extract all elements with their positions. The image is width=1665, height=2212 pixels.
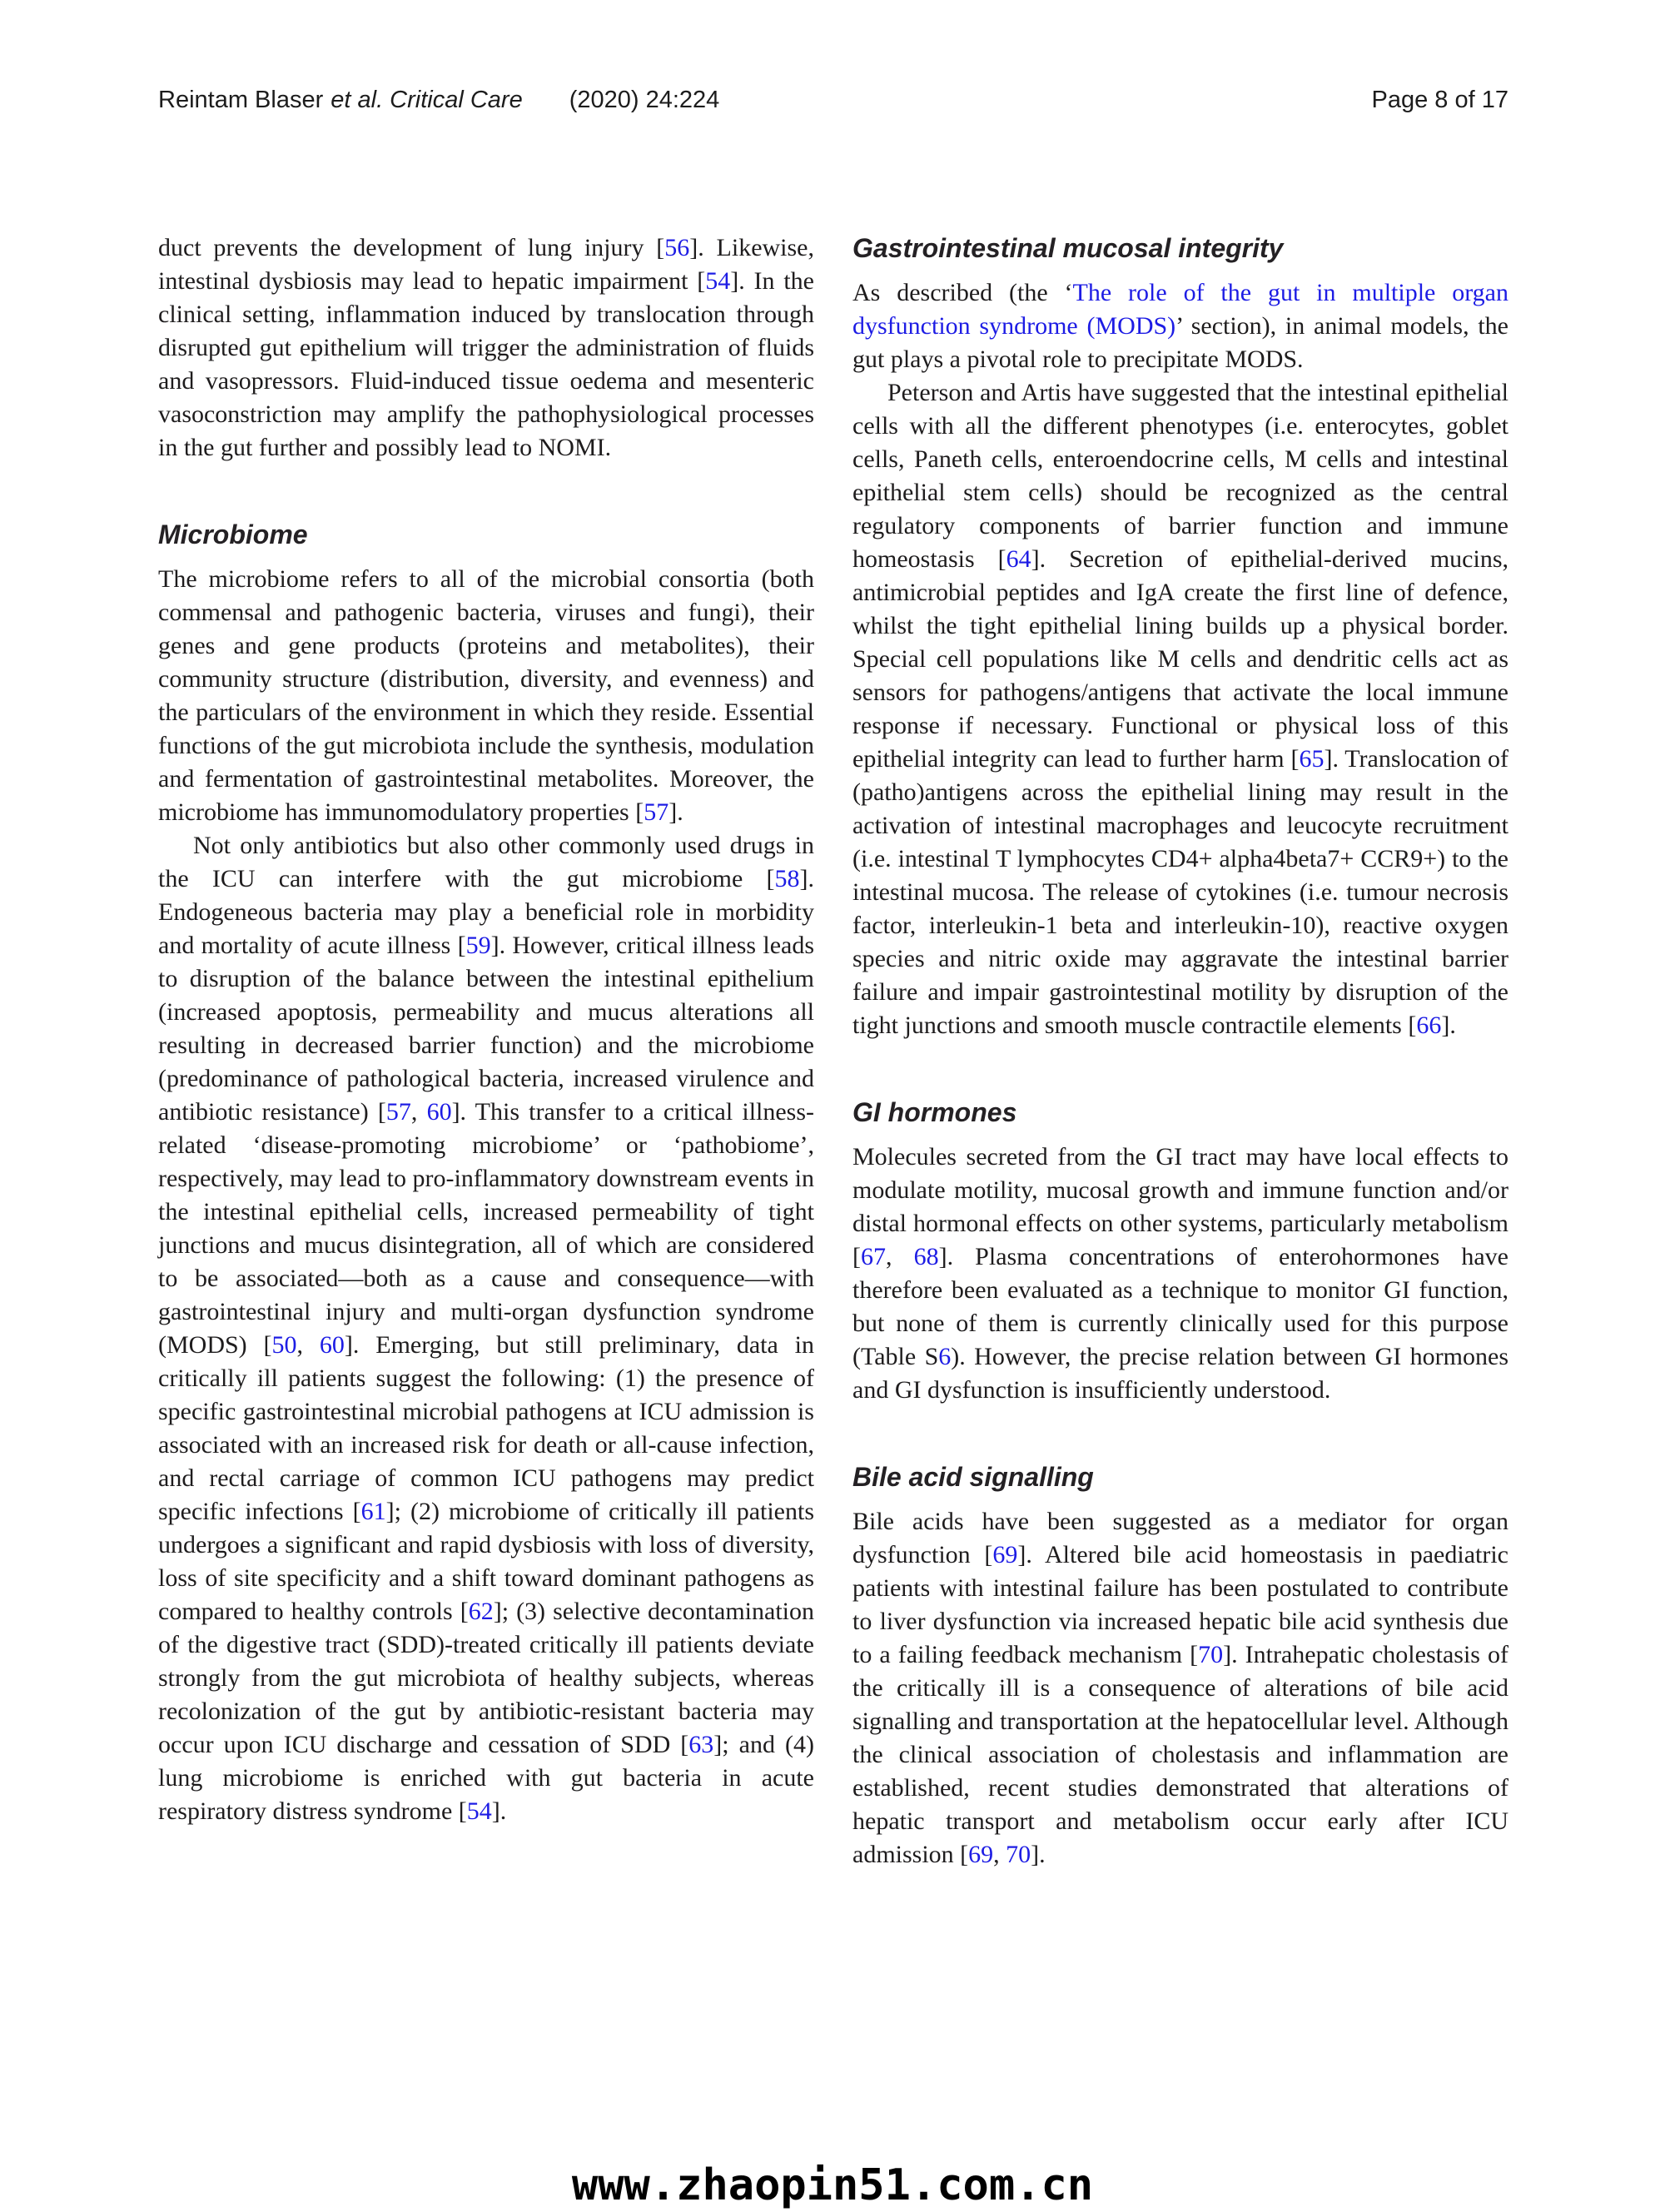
text-run: ). However, the precise relation between GI hormones and GI dysfunction is insufficiently understood. [852, 1343, 1508, 1404]
text-run: ]; (2) microbiome of critically ill patients undergoes a significant and rapid dysbiosis with loss of diversity, loss of site specificity and a shift toward dominant pathogens as compared to healthy controls [ [158, 1498, 814, 1625]
citation-link[interactable]: 69 [992, 1541, 1018, 1568]
text-run: ]. Emerging, but still preliminary, data in critically ill patients suggest the following: (1) the presence of specific gastrointestinal microbial pathogens at ICU admission is associated with an increased risk for death or all-cause infection, and rectal carriage of common ICU pathogens may predict specific infections [ [158, 1331, 814, 1525]
citation-link[interactable]: 70 [1006, 1841, 1031, 1868]
citation-link[interactable]: 56 [664, 234, 690, 261]
text-run: ’ section), in animal models, the gut plays a pivotal role to precipitate MODS. [852, 312, 1508, 373]
citation-link[interactable]: 59 [465, 932, 491, 959]
text-run: ]; and (4) lung microbiome is enriched with gut bacteria in acute respiratory distress syndrome [ [158, 1731, 814, 1825]
citation-link[interactable]: 67 [861, 1243, 886, 1270]
paragraph [158, 231, 814, 465]
page-number: Page 8 of 17 [1371, 87, 1508, 113]
citation-link[interactable]: 66 [1416, 1012, 1442, 1039]
text-run: ]. Translocation of (patho)antigens across the epithelial lining may result in the activation of intestinal macrophages and leucocyte recruitment (i.e. intestinal T lymphocytes CD4+ alpha4beta7+ CCR9+) to the intestinal mucosa. The release of cytokines (i.e. tumour necrosis factor, interleukin-1 beta and interleukin-10), reactive oxygen species and nitric oxide may aggravate the intestinal barrier failure and impair gastrointestinal motility by disruption of the tight junctions and smooth muscle contractile elements [ [852, 745, 1509, 1039]
text-run: ]. [1031, 1841, 1046, 1868]
text-run: ]. [1441, 1012, 1456, 1039]
paragraph [852, 1505, 1508, 1872]
citation-link[interactable]: 57 [644, 798, 669, 826]
citation-link[interactable]: 68 [913, 1243, 939, 1270]
citation-link[interactable]: 58 [774, 865, 800, 892]
article-body [158, 231, 1508, 1872]
text-run: Bile acids have been suggested as a mediator for organ dysfunction [ [852, 1508, 1508, 1568]
section-heading: Bile acid signalling [852, 1462, 1094, 1492]
text-run: ]. Likewise, intestinal dysbiosis may lead to hepatic impairment [ [158, 234, 814, 295]
text-run: ]. This transfer to a critical illness-related ‘disease-promoting microbiome’ or ‘pathobiome’, respectively, may lead to pro-inflammatory downstream events in the intestinal epithelial cells, increased permeability of tight junctions and mucus disintegration, all of which are considered to be associated—both as a cause and consequence—with gastrointestinal injury and multi-organ dysfunction syndrome (MODS) [ [158, 1098, 815, 1359]
running-head-journal: et al. Critical Care [331, 87, 523, 113]
text-run: ]. Altered bile acid homeostasis in paediatric patients with intestinal failure has been postulated to contribute to liver dysfunction via increased hepatic bile acid synthesis due to a failing feedback mechanism [ [852, 1541, 1508, 1668]
paragraph [158, 829, 814, 1828]
text-run: ]. Plasma concentrations of enterohormones have therefore been evaluated as a technique to monitor GI function, but none of them is currently clinically used for this purpose (Table S [852, 1243, 1508, 1370]
text-run: ]. In the clinical setting, inflammation induced by translocation through disrupted gut epithelium will trigger the administration of fluids and vasopressors. Fluid-induced tissue oedema and mesenteric vasoconstriction may amplify the pathophysiological processes in the gut further and possibly lead to NOMI. [158, 267, 814, 461]
text-run: ]. [668, 798, 683, 826]
text-run: ]; (3) selective decontamination of the digestive tract (SDD)-treated critically ill patients deviate strongly from the gut microbiota of healthy subjects, whereas recolonization of the gut by antibiotic-resistant bacteria may occur upon ICU discharge and cessation of SDD [ [158, 1598, 814, 1758]
text-run: , [410, 1098, 427, 1126]
citation-link[interactable]: 65 [1299, 745, 1325, 773]
citation-link[interactable]: 70 [1198, 1641, 1224, 1668]
text-run: duct prevents the development of lung injury [ [158, 234, 665, 261]
text-run: Peterson and Artis have suggested that the intestinal epithelial cells with all the different phenotypes (i.e. enterocytes, goblet cells, Paneth cells, enteroendocrine cells, M cells and intestinal epithelial stem cells) should be recognized as the central regulatory components of barrier function and immune homeostasis [ [852, 379, 1508, 573]
running-head-citation: (2020) 24:224 [569, 87, 720, 113]
text-run: Not only antibiotics but also other commonly used drugs in the ICU can interfere with the gut microbiome [ [158, 832, 814, 892]
citation-link[interactable]: 6 [938, 1343, 952, 1370]
citation-link[interactable]: 69 [968, 1841, 994, 1868]
text-run: , [993, 1841, 1006, 1868]
paragraph [158, 563, 814, 829]
running-head-authors: Reintam Blaser [158, 87, 324, 113]
text-run: ]. Endogeneous bacteria may play a beneficial role in morbidity and mortality of acute illness [ [158, 865, 814, 959]
citation-link[interactable]: 61 [360, 1498, 386, 1525]
citation-link[interactable]: 64 [1006, 545, 1031, 573]
citation-link[interactable]: 63 [688, 1731, 714, 1758]
paragraph [852, 1141, 1508, 1407]
right-column [852, 231, 1508, 1872]
text-run: , [886, 1243, 914, 1270]
citation-link[interactable]: 62 [468, 1598, 494, 1625]
section-heading: GI hormones [852, 1097, 1017, 1127]
citation-link[interactable]: The role of the gut in multiple organ dysfunction syndrome (MODS) [852, 279, 1508, 340]
text-run: ]. [491, 1797, 507, 1825]
paragraph [852, 376, 1508, 1042]
text-run: As described (the ‘ [852, 279, 1073, 306]
section-heading: Microbiome [158, 519, 308, 549]
citation-link[interactable]: 50 [271, 1331, 297, 1359]
text-run: The microbiome refers to all of the microbial consortia (both commensal and pathogenic bacteria, viruses and fungi), their genes and gene products (proteins and metabolites), their community structure (distribution, diversity, and evenness) and the particulars of the environment in which they reside. Essential functions of the gut microbiota include the synthesis, modulation and fermentation of gastrointestinal metabolites. Moreover, the microbiome has immunomodulatory properties [ [158, 565, 814, 826]
citation-link[interactable]: 60 [426, 1098, 452, 1126]
citation-link[interactable]: 60 [319, 1331, 345, 1359]
text-run: ]. However, critical illness leads to disruption of the balance between the intestinal epithelium (increased apoptosis, permeability and mucus alterations all resulting in decreased barrier function) and the microbiome (predominance of pathological bacteria, increased virulence and antibiotic resistance) [ [158, 932, 815, 1126]
watermark-text: www.zhaopin51.com.cn [571, 2160, 1094, 2210]
paragraph [852, 276, 1508, 376]
citation-link[interactable]: 54 [705, 267, 731, 295]
left-column [158, 231, 814, 1872]
text-run: ]. Secretion of epithelial-derived mucins, antimicrobial peptides and IgA create the first line of defence, whilst the tight epithelial lining builds up a physical border. Special cell populations like M cells and dendritic cells act as sensors for pathogens/antigens that activate the local immune response if necessary. Functional or physical loss of this epithelial integrity can lead to further harm [ [852, 545, 1508, 773]
page-header [158, 87, 1508, 114]
running-head [158, 87, 719, 114]
citation-link[interactable]: 57 [385, 1098, 411, 1126]
text-run: ]. Intrahepatic cholestasis of the critically ill is a consequence of alterations of bile acid signalling and transportation at the hepatocellular level. Although the clinical association of cholestasis and inflammation are established, recent studies demonstrated that alterations of hepatic transport and metabolism occur early after ICU admission [ [852, 1641, 1508, 1868]
text-run: Molecules secreted from the GI tract may have local effects to modulate motility, mucosal growth and immune function and/or distal hormonal effects on other systems, particularly metabolism [ [852, 1143, 1508, 1270]
section-heading: Gastrointestinal mucosal integrity [852, 233, 1284, 263]
citation-link[interactable]: 54 [466, 1797, 492, 1825]
text-run: , [296, 1331, 320, 1359]
